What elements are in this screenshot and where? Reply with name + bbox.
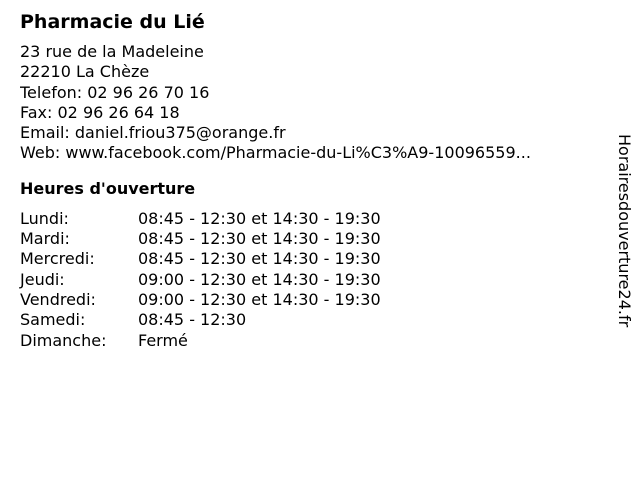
web-label: Web: xyxy=(20,143,61,163)
day-label: Dimanche: xyxy=(20,330,107,350)
hours-row-saturday xyxy=(20,310,381,330)
web-line xyxy=(20,143,600,163)
email-label: Email: xyxy=(20,123,70,143)
day-label: Jeudi: xyxy=(20,269,65,289)
hours-row-thursday xyxy=(20,270,381,290)
site-watermark: Horairesdouverture24.fr xyxy=(615,134,634,328)
day-hours: Fermé xyxy=(138,330,188,350)
day-hours: 08:45 - 12:30 et 14:30 - 19:30 xyxy=(138,208,381,228)
hours-row-monday xyxy=(20,209,381,229)
day-hours: 09:00 - 12:30 et 14:30 - 19:30 xyxy=(138,269,381,289)
fax-label: Fax: xyxy=(20,102,53,122)
hours-row-sunday xyxy=(20,331,381,351)
address-city: 22210 La Chèze xyxy=(20,62,150,82)
day-label: Mardi: xyxy=(20,229,70,249)
fax-number: 02 96 26 64 18 xyxy=(57,102,180,122)
opening-hours-heading: Heures d'ouverture xyxy=(20,178,196,198)
web-link[interactable]: www.facebook.com/Pharmacie-du-Li%C3%A9-10096559... xyxy=(65,143,531,163)
fax-line xyxy=(20,103,600,123)
phone-line xyxy=(20,83,600,103)
day-label: Mercredi: xyxy=(20,249,95,269)
email-line xyxy=(20,123,600,143)
phone-number[interactable]: 02 96 26 70 16 xyxy=(87,82,210,102)
day-label: Vendredi: xyxy=(20,289,96,309)
day-hours: 08:45 - 12:30 xyxy=(138,310,247,330)
hours-row-friday xyxy=(20,290,381,310)
hours-row-wednesday xyxy=(20,249,381,269)
pharmacy-name: Pharmacie du Lié xyxy=(20,11,205,33)
hours-row-tuesday xyxy=(20,229,381,249)
phone-label: Telefon: xyxy=(20,82,83,102)
day-hours: 08:45 - 12:30 et 14:30 - 19:30 xyxy=(138,229,381,249)
day-hours: 09:00 - 12:30 et 14:30 - 19:30 xyxy=(138,289,381,309)
day-hours: 08:45 - 12:30 et 14:30 - 19:30 xyxy=(138,249,381,269)
opening-hours-table xyxy=(20,209,381,351)
pharmacy-card xyxy=(20,10,600,351)
day-label: Lundi: xyxy=(20,208,69,228)
email-address[interactable]: daniel.friou375@orange.fr xyxy=(74,123,286,143)
day-label: Samedi: xyxy=(20,310,86,330)
address-street: 23 rue de la Madeleine xyxy=(20,42,204,61)
